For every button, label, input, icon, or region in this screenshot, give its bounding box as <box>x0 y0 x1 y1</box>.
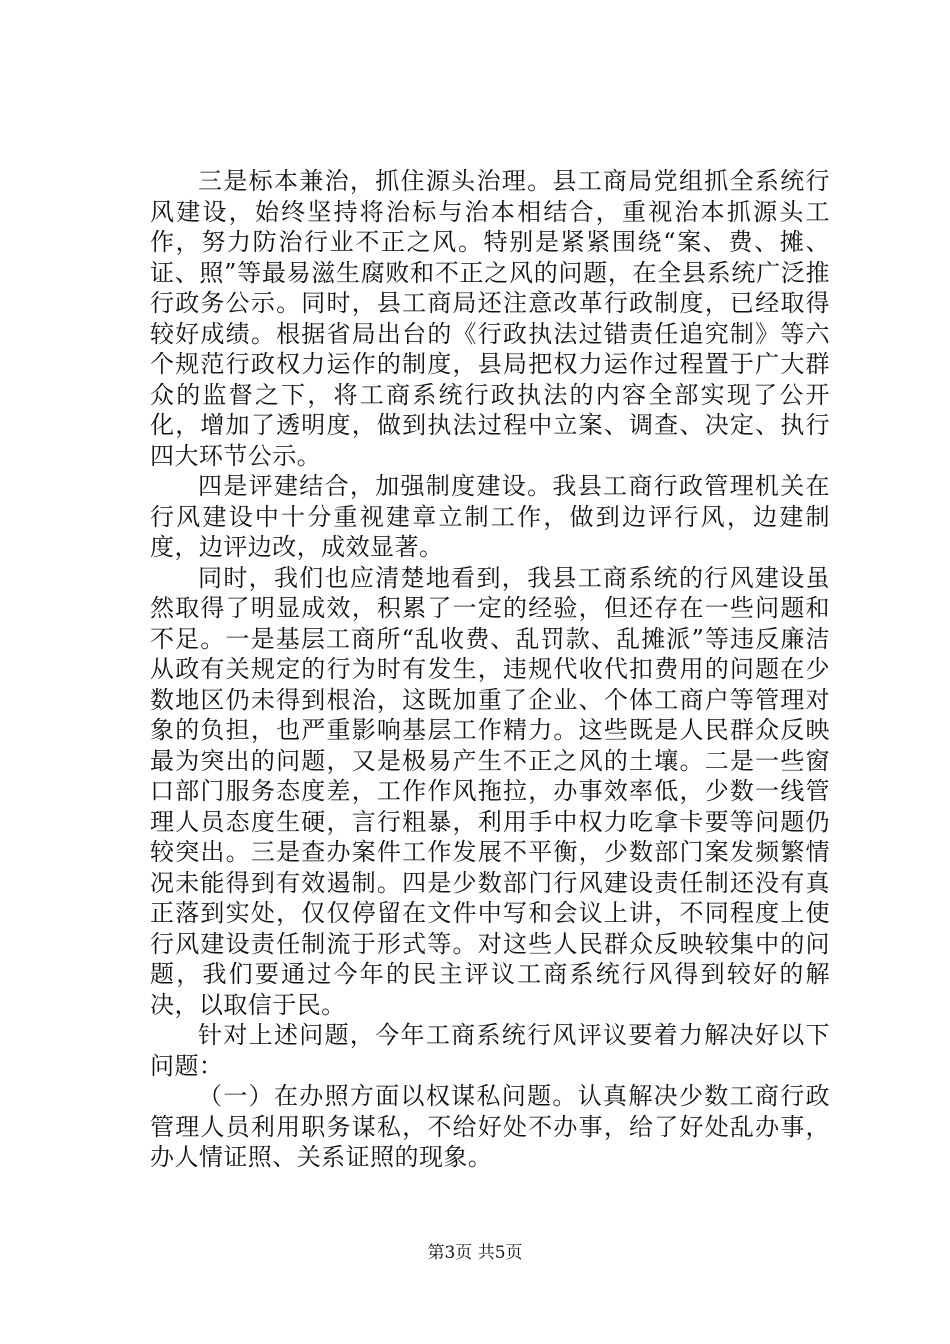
paragraph-source-governance: 三是标本兼治，抓住源头治理。县工商局党组抓全系统行风建设，始终坚持将治标与治本相结合，重视治本抓源头工作，努力防治行业不正之风。特别是紧紧围绕“案、费、摊、证、照”等最易滋生腐败和不正之风的问题，在全县系统广泛推行政务公示。同时，县工商局还注意改革行政制度，已经取得较好成绩。根据省局出台的《行政执法过错责任追究制》等六个规范行政权力运作的制度，县局把权力运作过程置于广大群众的监督之下，将工商系统行政执法的内容全部实现了公开化，增加了透明度，做到执法过程中立案、调查、决定、执行四大环节公示。 <box>150 167 830 470</box>
paragraph-license-abuse: （一）在办照方面以权谋私问题。认真解决少数工商行政管理人员利用职务谋私，不给好处不办事，给了好处乱办事，办人情证照、关系证照的现象。 <box>150 1082 830 1171</box>
paragraph-existing-problems: 同时，我们也应清楚地看到，我县工商系统的行风建设虽然取得了明显成效，积累了一定的经验，但还存在一些问题和不足。一是基层工商所“乱收费、乱罚款、乱摊派”等违反廉洁从政有关规定的行为时有发生，违规代收代扣费用的问题在少数地区仍未得到根治，这既加重了企业、个体工商户等管理对象的负担，也严重影响基层工作精力。这些既是人民群众反映最为突出的问题，又是极易产生不正之风的土壤。二是一些窗口部门服务态度差，工作作风拖拉，办事效率低，少数一线管理人员态度生硬，言行粗暴，利用手中权力吃拿卡要等问题仍较突出。三是查办案件工作发展不平衡，少数部门案发频繁情况未能得到有效遏制。四是少数部门行风建设责任制还没有真正落到实处，仅仅停留在文件中写和会议上讲，不同程度上使行风建设责任制流于形式等。对这些人民群众反映较集中的问题，我们要通过今年的民主评议工商系统行风得到较好的解决，以取信于民。 <box>150 563 830 1019</box>
document-body <box>150 166 830 1173</box>
paragraph-system-building: 四是评建结合，加强制度建设。我县工商行政管理机关在行风建设中十分重视建章立制工作，做到边评行风，边建制度，边评边改，成效显著。 <box>150 472 830 561</box>
paragraph-targets-intro: 针对上述问题，今年工商系统行风评议要着力解决好以下问题： <box>150 1021 830 1080</box>
page-number-footer: 第3页 共5页 <box>427 1243 523 1263</box>
